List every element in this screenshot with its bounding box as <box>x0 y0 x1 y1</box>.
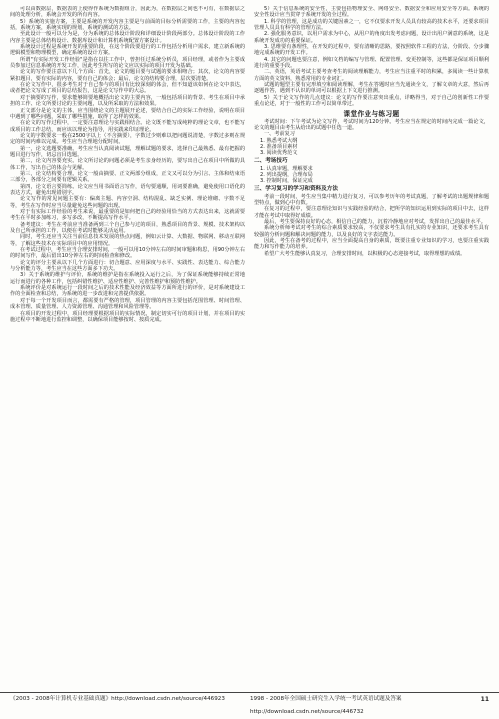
paragraph: 同时，考生还应当关注当前信息技术发展的热点问题，例如云计算、大数据、物联网、移动互联网等，了解这些技术在实际项目中的应用情况。 <box>10 234 245 247</box>
paragraph: 第二，论文内容要充实。论文所讨论的问题必须是考生亲身经历的，要写出自己在项目中所做的具体工作，写出自己的体会与见解。 <box>10 158 245 171</box>
paragraph: 考试时间：下午考试为论文写作，考试时间为120分钟。考生应当在规定的时间内完成一篇论文，论文的题目由考生从给出的试题中任选一道。 <box>254 118 489 131</box>
document-page <box>10 6 489 690</box>
paragraph: 论文的评分主要从以下几个方面进行：切合题意、应用深度与水平、实践性、表达能力、综合能力与分析能力等，考生应当在这些方面多下功夫。 <box>10 259 245 273</box>
paragraph: 对于每一个开发项目而言，都需要有严格的管理，项目管理的内容主要包括范围管理、时间管理、成本管理、质量管理、人力资源管理、沟通管理和风险管理等。 <box>10 297 245 311</box>
footer-right-link[interactable]: 1998 - 2008年全国硕士研究生入学统一考试英语试题及答案 http://download.csdn.net/source/446732 <box>250 696 402 715</box>
paragraph: 3. 思维要有条理性，在开发的过程中，要有清晰的思路，要按照软件工程的方法，分阶段、分步骤地完成系统的开发工作。 <box>254 44 489 57</box>
paragraph: 希望广大考生能够认真复习，合理安排时间，以积极的心态迎接考试，取得理想的成绩。 <box>264 250 466 257</box>
paragraph: 5）系统的实施方案，主要是系统的开发内容主要是与前面的目标分析需要的工作，主要的内容包括，系统方案，系统实现的规划，系统的测试的方法。 <box>10 18 245 32</box>
right-column-bottom <box>254 194 489 257</box>
paragraph: 论文写作的常见问题主要有：偏离主题、内容空洞、结构混乱、缺乏实例、理论堆砌、字数不足等，考生在写作时应当尽量避免这些问题的出现。 <box>10 196 245 209</box>
paragraph: 1. 科学的管理，这是成功的关键因素之一，它不仅要求开发人员具有较高的技术水平，还要求项目管理人员具有科学的管理方法。 <box>254 18 489 32</box>
paragraph: 正文部分是论文的主体，应当围绕论文的主题展开论述，要结合自己的实际工作经验，说明在项目中遇到了哪些问题，采取了哪些措施，取得了怎样的效果。 <box>10 107 245 120</box>
right-column <box>254 6 489 690</box>
left-column <box>10 6 245 690</box>
numbered-list-2 <box>254 166 489 185</box>
paragraph: 5）关于论文写作的几点建议：论文的写作要注意突出重点，详略得当，对于自己的创新性工作要重点论述，对于一般性的工作可以简单带过。 <box>254 94 489 108</box>
right-column-mid <box>254 119 489 138</box>
paragraph: 在论文写作中，很多考生对于自己参与的项目有比较深刻的体会，但不知道该如何在论文中表达，或者把论文写成了项目的总结报告，这是论文写作中的大忌。 <box>10 82 245 95</box>
paragraph: 2. 强化服务意识，以用户需求为中心，从用户的角度出发考虑问题，设计出用户满意的系统，这是系统开发成功的重要保证。 <box>254 31 489 44</box>
paragraph: 第一，论文选题要准确。考生应当认真阅读试题，理解试题的要求，选择自己最熟悉、最有把握的题目进行写作，切忌盲目选题。 <box>10 145 245 158</box>
paragraph: 2. 列出提纲，合理布局 <box>260 171 313 178</box>
paragraph: 在考试过程中，考生应当合理安排时间，一般可以用10分钟左右的时间审题和构思，用90分钟左右的时间写作，最后留出10分钟左右的时间检查和修改。 <box>10 247 245 260</box>
paragraph: 系统分析师考试对考生的综合素质要求较高，不仅要求考生具有扎实的专业知识，还要求考生具有较强的分析问题和解决问题的能力，以及良好的文字表达能力。 <box>254 225 489 238</box>
paragraph: 因此，考生在备考的过程中，应当全面提高自身的素质，既要注重专业知识的学习，也要注重实践能力和写作能力的培养。 <box>254 238 489 251</box>
paragraph: 一、考前复习 <box>264 131 295 138</box>
paragraph: 在项目的开发过程中，项目经理要根据项目的实际情况，制定切实可行的项目计划，并在项目的实施过程中不断地进行监控和调整，以确保项目能够按时、按质完成。 <box>10 310 245 323</box>
page-number: 11 <box>480 696 489 703</box>
page-footer <box>0 692 499 715</box>
paragraph: 所谓"有实际开发工作经验"是指在以往工作中，曾担任过系统分析员，项目经理，或者作为主要成员参加过信息系统的开发工作，因此考生所写的论文应以实际的项目开发为基础。 <box>10 56 245 70</box>
paragraph: 对于有实际工作经验的考生来说，最重要的是如何把自己的经验用恰当的方式表达出来，这就需要考生在平时多加练习，多写多改，不断提高写作水平。 <box>10 209 245 222</box>
paragraph: 试题的题型主要有完形填空和阅读理解，考生在答题时应当先通读全文，了解文章的大意，然后再逐题作答，遇到不认识的单词可以根据上下文进行推测。 <box>254 82 489 95</box>
paragraph: 论文的写作要注意以下几个方面：首先，论文的题目要与试题的要求相吻合；其次，论文的内容要紧扣题目，要有实际的内容，要有自己的体会；最后，论文的结构要合理，层次要清楚。 <box>10 69 245 82</box>
paragraph: 3）关于系统的维护与评价，系统的维护是指在系统投入运行之后，为了保证系统能够持续正常地运行而进行的各种工作，包括纠错性维护、适应性维护、完善性维护和预防性维护。 <box>10 272 245 285</box>
paragraph: 至此设计一般可以分为是，分为系统的总体设计阶段和详细设计阶段两部分。总体设计阶段的工作内容主要是总体结构设计、数据库设计和计算机系统配置方案设计。 <box>10 31 245 44</box>
paragraph: 4. 其它的问题也要注意，例如文档的编写与管理、配置管理、变更控制等，这些都是保证项目顺利进行的重要手段。 <box>254 56 489 70</box>
paragraph: 系统评价是对系统运行一段时间之后的技术性能及经济效益等方面所进行的评价，是对系统建设工作的全面检查和总结，为系统的进一步改进和完善提供依据。 <box>10 285 245 298</box>
footer-left-link[interactable]: 《2003 - 2008年计算机专业基础真题》http://download.csdn.net/source/446923 <box>10 696 225 702</box>
paragraph: 第四，论文语言要简练。论文应当用书面语言写作，语句要通顺，用词要准确，避免使用口语化的表达方式，避免出现错别字。 <box>10 183 245 196</box>
paragraph: 二、英语，英语考试主要考查考生的阅读理解能力，考生应当注重平时的积累，多阅读一些计算机方面的英文资料，熟悉常用的专业词汇。 <box>254 69 489 82</box>
paragraph: 备考建议：考生在考前应当准备两到三个自己参与过的项目，熟悉项目的背景、规模、技术架构以及自己所承担的工作，以便在考试时能够灵活运用。 <box>10 221 245 235</box>
right-column-top <box>254 6 489 108</box>
paragraph: 第三，论文结构要合理。论文一般由摘要、正文两部分组成，正文又可以分为引言、主体和结束语三部分，各部分之间要有逻辑关系。 <box>10 170 245 184</box>
paragraph: 考前一段时间，考生应当集中精力进行复习，可以参考历年的考试真题，了解考试的出题规律和题型特点，做到心中有数。 <box>254 193 489 206</box>
section-heading: 课堂作业与练习题 <box>343 109 400 118</box>
paragraph: 论文的字数要求一般在2500字以上（不含摘要），字数过少则难以把问题说清楚，字数过多则在规定的时间内难以完成。考生应当合理地分配时间。 <box>10 132 245 146</box>
paragraph: 可以由数据层，数据表的上使得作系统为数据组合，因此为，在数据层之间也不可有，在数据层之间的处理分析，系统会开发的所有内容。 <box>10 6 245 19</box>
paragraph: 系统设计过程是系统开发的重要阶段，在这个阶段要进行的工作包括分析用户需求，建立新系统的逻辑模型和物理模型，确定系统的设计方案。 <box>10 44 245 57</box>
subheading-2: 三、学习复习的学习和资料及方法 <box>254 185 338 192</box>
paragraph: 3. 阅读优秀范文 <box>260 150 298 157</box>
paragraph: 在论文的写作过程中，一定要注意理论与实践相结合。论文既不能写成纯粹的理论文章，也不能写成项目的工作总结，而应该以理论为指导，用实践来印证理论。 <box>10 120 245 133</box>
paragraph: 1. 认真审题，理解要求 <box>260 165 313 172</box>
numbered-list-1 <box>254 138 489 157</box>
paragraph: 最后，考生要保持良好的心态，相信自己的能力，沉着冷静地应对考试，发挥出自己的最佳水平。 <box>264 218 486 225</box>
paragraph: 在复习的过程中，要注意理论知识与实践经验的结合，把所学的知识运用到实际的项目中去，这样才能在考试中取得好成绩。 <box>254 206 489 219</box>
subheading-1: 二、考场技巧 <box>254 157 288 164</box>
paragraph: 5）关于信息系统的安全性，主要包括物理安全、网络安全、数据安全和应用安全等方面。系统的安全性设计应当贯穿于系统开发的全过程。 <box>254 6 489 19</box>
paragraph: 3. 控制时间，保证完成 <box>260 178 313 185</box>
paragraph: 2. 准备项目素材 <box>260 143 298 150</box>
paragraph: 1. 熟悉考试大纲 <box>260 137 298 144</box>
paragraph: 对于摘要的写作，要求能够简要地概括出论文的主要内容，一般包括项目的背景、考生在项目中承担的工作、论文所要讨论的主要问题，以及所采取的方法和效果。 <box>10 94 245 108</box>
